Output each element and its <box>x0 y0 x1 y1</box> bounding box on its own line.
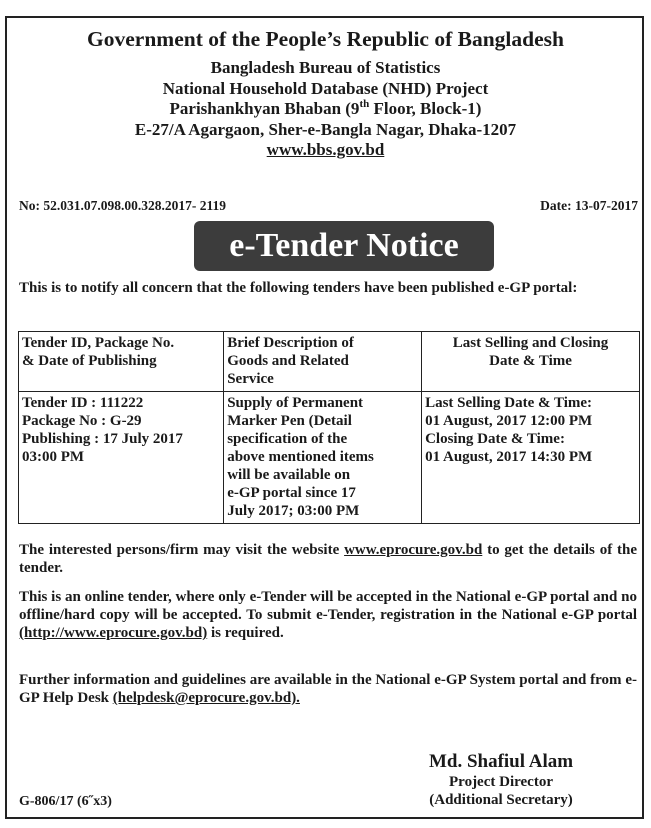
eprocure-url-link[interactable]: (http://www.eprocure.gov.bd) <box>19 625 208 641</box>
street-address: E-27/A Agargaon, Sher-e-Bangla Nagar, Dhaka-1207 <box>134 119 517 139</box>
header-text: Last Selling and Closing <box>452 335 609 351</box>
helpdesk-email-link[interactable]: (helpdesk@eprocure.gov.bd). <box>112 690 300 706</box>
header-text: Date & Time <box>489 353 572 369</box>
cell-text: Marker Pen (Detail <box>227 413 352 429</box>
floor-superscript: th <box>359 98 370 110</box>
header-dates <box>422 332 640 392</box>
cell-text: Last Selling Date & Time: <box>425 395 593 411</box>
website-link[interactable]: www.bbs.gov.bd <box>266 140 385 159</box>
signatory-name: Md. Shafiul Alam <box>428 751 574 772</box>
paragraph-text: The interested persons/firm may visit the website <box>19 542 345 558</box>
paragraph-text: is required. <box>207 625 284 641</box>
signatory-title: Project Director <box>449 774 553 790</box>
cell-text: will be available on <box>227 467 351 483</box>
header-block <box>0 58 651 161</box>
cell-text: e-GP portal since 17 <box>227 485 356 501</box>
header-text: & Date of Publishing <box>22 353 157 369</box>
building-address <box>0 99 651 120</box>
cell-description <box>224 392 422 524</box>
paragraph-text: Further information and guidelines are available in the National e-GP System portal and from e-GP Help Desk <box>19 672 637 706</box>
cell-text: 03:00 PM <box>22 449 85 465</box>
cell-text: 01 August, 2017 12:00 PM <box>425 413 593 429</box>
table-row <box>19 392 640 524</box>
cell-text: above mentioned items <box>227 449 374 465</box>
tender-table <box>18 331 640 524</box>
building-text: Parishankhyan Bhaban (9 <box>169 99 360 118</box>
cell-text: July 2017; 03:00 PM <box>227 503 360 519</box>
project-name: National Household Database (NHD) Project <box>162 78 489 98</box>
notice-date: Date: 13-07-2017 <box>540 198 638 213</box>
cell-tender-id <box>19 392 224 524</box>
bureau-name: Bangladesh Bureau of Statistics <box>210 58 441 77</box>
cell-text: Package No : G-29 <box>22 413 142 429</box>
cell-dates <box>422 392 640 524</box>
government-title: Government of the People’s Republic of Bangladesh <box>87 27 564 51</box>
visit-paragraph <box>19 541 637 577</box>
cell-text: Tender ID : 111222 <box>22 395 144 411</box>
header-text: Service <box>227 371 274 387</box>
header-text: Goods and Related <box>227 353 349 369</box>
cell-text: Supply of Permanent <box>227 395 364 411</box>
table-header-row <box>19 332 640 392</box>
header-description <box>224 332 422 392</box>
header-tender-id <box>19 332 224 392</box>
eprocure-link[interactable]: www.eprocure.gov.bd <box>344 542 483 558</box>
intro-paragraph: This is to notify all concern that the following tenders have been published e-GP portal: <box>19 280 578 296</box>
header-text: Tender ID, Package No. <box>22 335 175 351</box>
header-text: Brief Description of <box>227 335 354 351</box>
cell-text: 01 August, 2017 14:30 PM <box>425 449 593 465</box>
paragraph-text: This is an online tender, where only e-Tender will be accepted in the National e-GP portal and no offline/hard copy will be accepted. To submit e-Tender, registration in the National e-GP portal <box>19 589 637 623</box>
cell-text: Closing Date & Time: <box>425 431 565 447</box>
building-text-end: Floor, Block-1) <box>369 99 482 118</box>
cell-text: Publishing : 17 July 2017 <box>22 431 183 447</box>
signatory-rank: (Additional Secretary) <box>429 792 573 808</box>
further-info-paragraph <box>19 671 637 707</box>
reference-number: No: 52.031.07.098.00.328.2017- 2119 <box>19 198 226 213</box>
online-tender-paragraph <box>19 588 637 642</box>
e-tender-banner: e-Tender Notice <box>194 221 494 271</box>
paragraph-text: to get the details of the tender. <box>19 542 637 576</box>
ad-code: G-806/17 (6˝x3) <box>19 794 112 809</box>
cell-text: specification of the <box>227 431 348 447</box>
